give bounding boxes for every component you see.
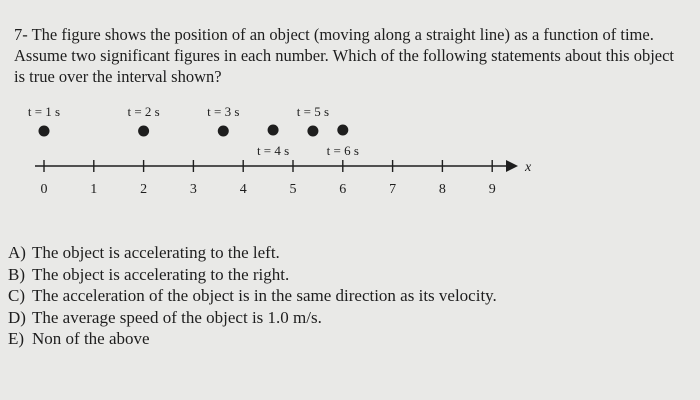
- time-label: t = 6 s: [326, 143, 359, 158]
- time-label: t = 4 s: [256, 143, 290, 158]
- option-text: The object is accelerating to the right.: [32, 264, 290, 284]
- option-text: The acceleration of the object is in the same direction as its velocity.: [32, 286, 497, 305]
- axis-tick-label: 4: [239, 182, 247, 197]
- answer-option-e[interactable]: [8, 328, 497, 350]
- axis-tick-label: 3: [189, 182, 197, 197]
- position-dot: [268, 125, 279, 136]
- position-dot: [39, 126, 50, 137]
- option-text: Non of the above: [32, 329, 150, 348]
- question-line: 7- The figure shows the position of an object (moving along a straight line) as a function of time.: [14, 25, 654, 44]
- axis-tick-label: 7: [389, 182, 397, 197]
- axis-arrowhead-icon: [506, 160, 518, 172]
- axis-tick-label: 6: [339, 182, 347, 197]
- answer-option-d[interactable]: [8, 307, 497, 329]
- axis-tick-label: 2: [140, 182, 148, 197]
- position-dot: [307, 126, 318, 137]
- answer-option-b[interactable]: [8, 264, 497, 286]
- option-text: The average speed of the object is 1.0 m/s.: [32, 307, 322, 327]
- option-letter: C): [8, 286, 25, 305]
- axis-tick-label: 9: [488, 182, 496, 197]
- position-dot: [138, 126, 149, 137]
- axis-tick-label: 1: [90, 182, 98, 197]
- axis-label-x: x: [525, 160, 532, 175]
- time-label: t = 2 s: [127, 104, 160, 119]
- option-letter: B): [8, 264, 25, 284]
- time-label: t = 1 s: [27, 104, 61, 119]
- answer-option-a[interactable]: [8, 242, 497, 264]
- option-letter: A): [8, 243, 26, 262]
- answer-option-c[interactable]: [8, 285, 497, 307]
- object-positions: [28, 104, 359, 158]
- option-letter: D): [8, 307, 26, 327]
- question-line: is true over the interval shown?: [14, 67, 222, 86]
- question-line: Assume two significant figures in each number. Which of the following statements about this object: [14, 46, 675, 65]
- time-label: t = 5 s: [296, 104, 330, 119]
- position-dot: [218, 126, 229, 137]
- axis-tick-label: 0: [40, 182, 48, 197]
- axis-tick-label: 5: [289, 182, 297, 197]
- option-letter: E): [8, 329, 25, 348]
- axis-tick-label: 8: [438, 182, 446, 197]
- option-text: The object is accelerating to the left.: [32, 243, 280, 262]
- time-label: t = 3 s: [207, 104, 240, 119]
- answer-options: [8, 242, 497, 350]
- position-dot: [337, 125, 348, 136]
